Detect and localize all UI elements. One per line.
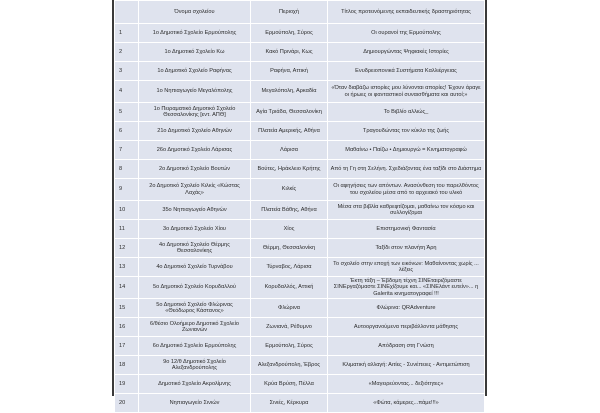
table-row [115,122,485,141]
table-row [115,103,485,122]
schools-table-frame [112,0,487,406]
activity-title: Απόδραση στη Γνώση [328,337,485,356]
header-school-name: Όνομα σχολείου [139,1,251,24]
region: Ερμούπολη, Σύρος [251,24,328,43]
row-number: 5 [115,103,139,122]
school-name: 3ο Δημοτικό Σχολείο Χίου [139,220,251,239]
region: Ραφήνα, Αττική [251,62,328,81]
school-name: 6ο Δημοτικό Σχολείο Ερμούπολης [139,337,251,356]
activity-title: «Όταν διαβάζω ιστορίες μου λύνονται απορίες! Έχουν άραγε οι ήρωες οι φανταστικοί συναισθήματα και αυτοί;» [328,81,485,103]
activity-title: Το σχολείο στην εποχή των εικόνων: Μαθαίνοντας χωρίς ... λέξεις [328,258,485,277]
school-name: 5ο Δημοτικό Σχολείο Φλώρινας «Θεόδωρος Κάστανος» [139,299,251,318]
region: Κιλκίς [251,179,328,201]
table-row [115,220,485,239]
table-row [115,239,485,258]
activity-title: «Φώτα, κάμερες...πάμε!!!» [328,394,485,413]
region: Σινιές, Κέρκυρα [251,394,328,413]
row-number: 6 [115,122,139,141]
row-number: 15 [115,299,139,318]
region: Πλατεία Αμερικής, Αθήνα [251,122,328,141]
school-name: 1ο Πειραματικό Δημοτικό Σχολείο Θεσσαλονίκης [εντ. ΑΠΘ] [139,103,251,122]
schools-table [114,0,485,413]
region: Κορυδαλλός, Αττική [251,277,328,299]
region: Φλώρινα [251,299,328,318]
row-number: 16 [115,318,139,337]
header-number [115,1,139,24]
row-number: 2 [115,43,139,62]
activity-title: Ενυδρειοπονικά Συστήματα Καλλιέργειας [328,62,485,81]
region: Αγία Τριάδα, Θεσσαλονίκη [251,103,328,122]
region: Βούτες, Ηράκλειο Κρήτης [251,160,328,179]
school-name: 2ο Δημοτικό Σχολείο Κιλκίς «Κώστας Λαχάς» [139,179,251,201]
school-name: 1ο Δημοτικό Σχολείο Ερμούπολης [139,24,251,43]
activity-title: Δημιουργώντας Ψηφιακές Ιστορίες [328,43,485,62]
school-name: 4ο Δημοτικό Σχολείο Τυρνάβου [139,258,251,277]
school-name: 1ο Νηπιαγωγείο Μεγαλόπολης [139,81,251,103]
row-number: 14 [115,277,139,299]
region: Λάρισα [251,141,328,160]
header-activity-title: Τίτλος προτεινόμενης εκπαιδευτικής δραστηριότητας [328,1,485,24]
school-name: Δημοτικό Σχολείο Ακρολίμνης [139,375,251,394]
activity-title: Ταξίδι στον πλανήτη Άρη [328,239,485,258]
school-name: 5ο Δημοτικό Σχολείο Κορυδαλλού [139,277,251,299]
region: Χίος [251,220,328,239]
row-number: 17 [115,337,139,356]
region: Θέρμη, Θεσσαλονίκη [251,239,328,258]
region: Κακό Πρινάρι, Κως [251,43,328,62]
school-name: 6/θέσιο Ολοήμερο Δημοτικό Σχολείο Ζωνιανών [139,318,251,337]
row-number: 20 [115,394,139,413]
school-name: 2ο Δημοτικό Σχολείο Βουτών [139,160,251,179]
row-number: 11 [115,220,139,239]
region: Πλατεία Βάθης, Αθήνα [251,201,328,220]
school-name: 26ο Δημοτικό Σχολείο Λάρισας [139,141,251,160]
table-row [115,62,485,81]
row-number: 3 [115,62,139,81]
row-number: 4 [115,81,139,103]
table-row [115,375,485,394]
school-name: 9ο 12/θ Δημοτικό Σχολείο Αλεξανδρούπολης [139,356,251,375]
row-number: 1 [115,24,139,43]
table-row [115,318,485,337]
table-row [115,201,485,220]
region: Ζωνιανά, Ρέθυμνο [251,318,328,337]
activity-title: Επιστημονική Φαντασία [328,220,485,239]
activity-title: Αυτοοργανούμενα περιβάλλοντα μάθησης [328,318,485,337]
table-header-row [115,1,485,24]
row-number: 18 [115,356,139,375]
region: Τύρναβος, Λάρισα [251,258,328,277]
school-name: 1ο Δημοτικό Σχολείο Κω [139,43,251,62]
activity-title: Φλώρινα: QRAdventure [328,299,485,318]
row-number: 12 [115,239,139,258]
region: Αλεξανδρούπολη, Έβρος [251,356,328,375]
row-number: 9 [115,179,139,201]
row-number: 7 [115,141,139,160]
activity-title: Οι αφηγήσεις των απόντων. Ανασύνθεση του παρελθόντος του σχολείου μέσα από το αρχειακό του υλικό [328,179,485,201]
school-name: 4ο Δημοτικό Σχολείο Θέρμης Θεσσαλονίκης [139,239,251,258]
table-row [115,81,485,103]
table-row [115,394,485,413]
row-number: 8 [115,160,139,179]
table-row [115,179,485,201]
row-number: 19 [115,375,139,394]
activity-title: Τραγουδώντας τον κύκλο της ζωής [328,122,485,141]
table-row [115,299,485,318]
activity-title: «Μαγειρεύοντας... δεξιότητες» [328,375,485,394]
table-row [115,356,485,375]
school-name: 21ο Δημοτικό Σχολείο Αθηνών [139,122,251,141]
activity-title: Κλιματική αλλαγή: Αιτίες - Συνέπειες - Αντιμετώπιση [328,356,485,375]
activity-title: Μέσα στα βιβλία καθρεφτίζομαι, μαθαίνω τον κόσμο και συλλογίζομαι [328,201,485,220]
table-row [115,141,485,160]
region: Κρύα Βρύση, Πέλλα [251,375,328,394]
activity-title: Έκτη τάξη – Έβδομη τέχνη ΣΙΝΕταιριζόμαστε ΣΙΝΕργαζόμαστε ΣΙΝΕχίζουμε και... «ΣΙΝΕλάντ ευτείν»... η Galerita κινηματογραφεί !!! [328,277,485,299]
row-number: 10 [115,201,139,220]
activity-title: Το Βιβλίο αλλιώς_ [328,103,485,122]
school-name: Νηπιαγωγείο Σινιών [139,394,251,413]
activity-title: Οι ουρανοί της Ερμούπολης [328,24,485,43]
school-name: 1ο Δημοτικό Σχολείο Ραφήνας [139,62,251,81]
table-row [115,277,485,299]
table-row [115,43,485,62]
header-region: Περιοχή [251,1,328,24]
school-name: 35ο Νηπιαγωγείο Αθηνών [139,201,251,220]
row-number: 13 [115,258,139,277]
table-row [115,337,485,356]
table-row [115,258,485,277]
region: Ερμούπολη, Σύρος [251,337,328,356]
activity-title: Μαθαίνω • Παίζω • Δημιουργώ = Κινηματογραφώ [328,141,485,160]
region: Μεγαλόπολη, Αρκαδία [251,81,328,103]
activity-title: Από τη Γη στη Σελήνη. Σχεδιάζοντας ένα ταξίδι στο Διάστημα [328,160,485,179]
table-row [115,24,485,43]
table-row [115,160,485,179]
